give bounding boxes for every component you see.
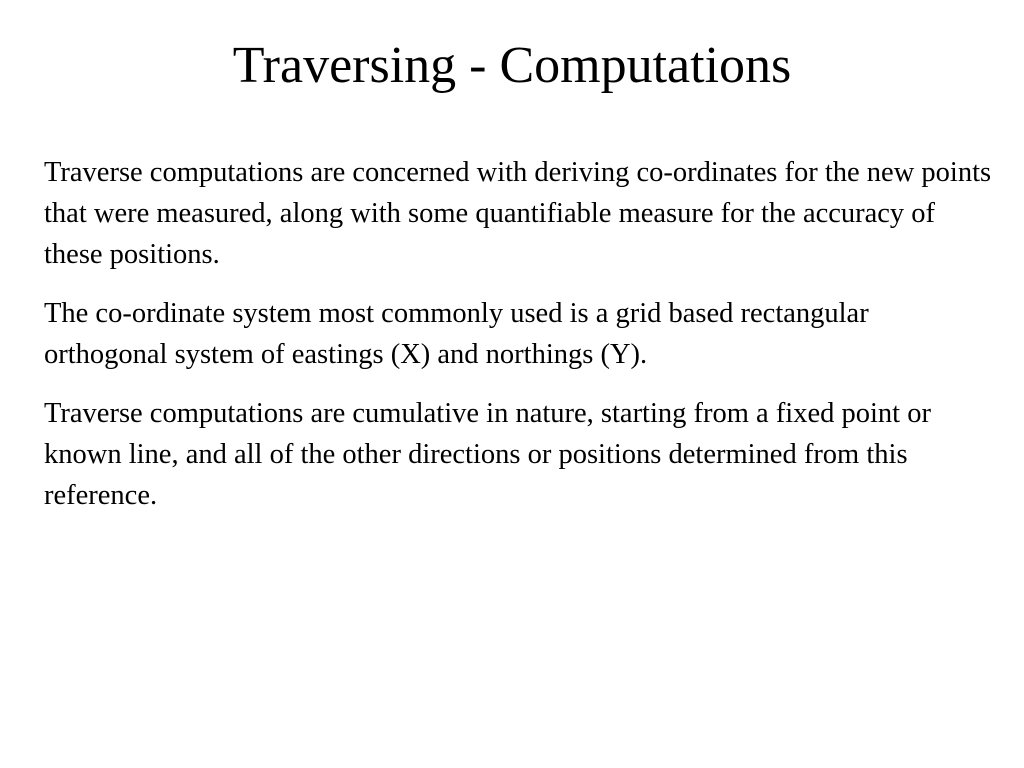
paragraph-cumulative-nature: Traverse computations are cumulative in nature, starting from a fixed point or known line, and all of the other directions or positions determined from this reference. [44,398,931,511]
slide-title: Traversing - Computations [232,37,792,94]
slide-body [44,152,994,534]
paragraph-computations-purpose: Traverse computations are concerned with deriving co-ordinates for the new points that were measured, along with some quantifiable measure for the accuracy of these positions. [44,157,992,270]
paragraph-coordinate-system: The co-ordinate system most commonly used is a grid based rectangular orthogonal system of eastings (X) and northings (Y). [44,298,869,370]
